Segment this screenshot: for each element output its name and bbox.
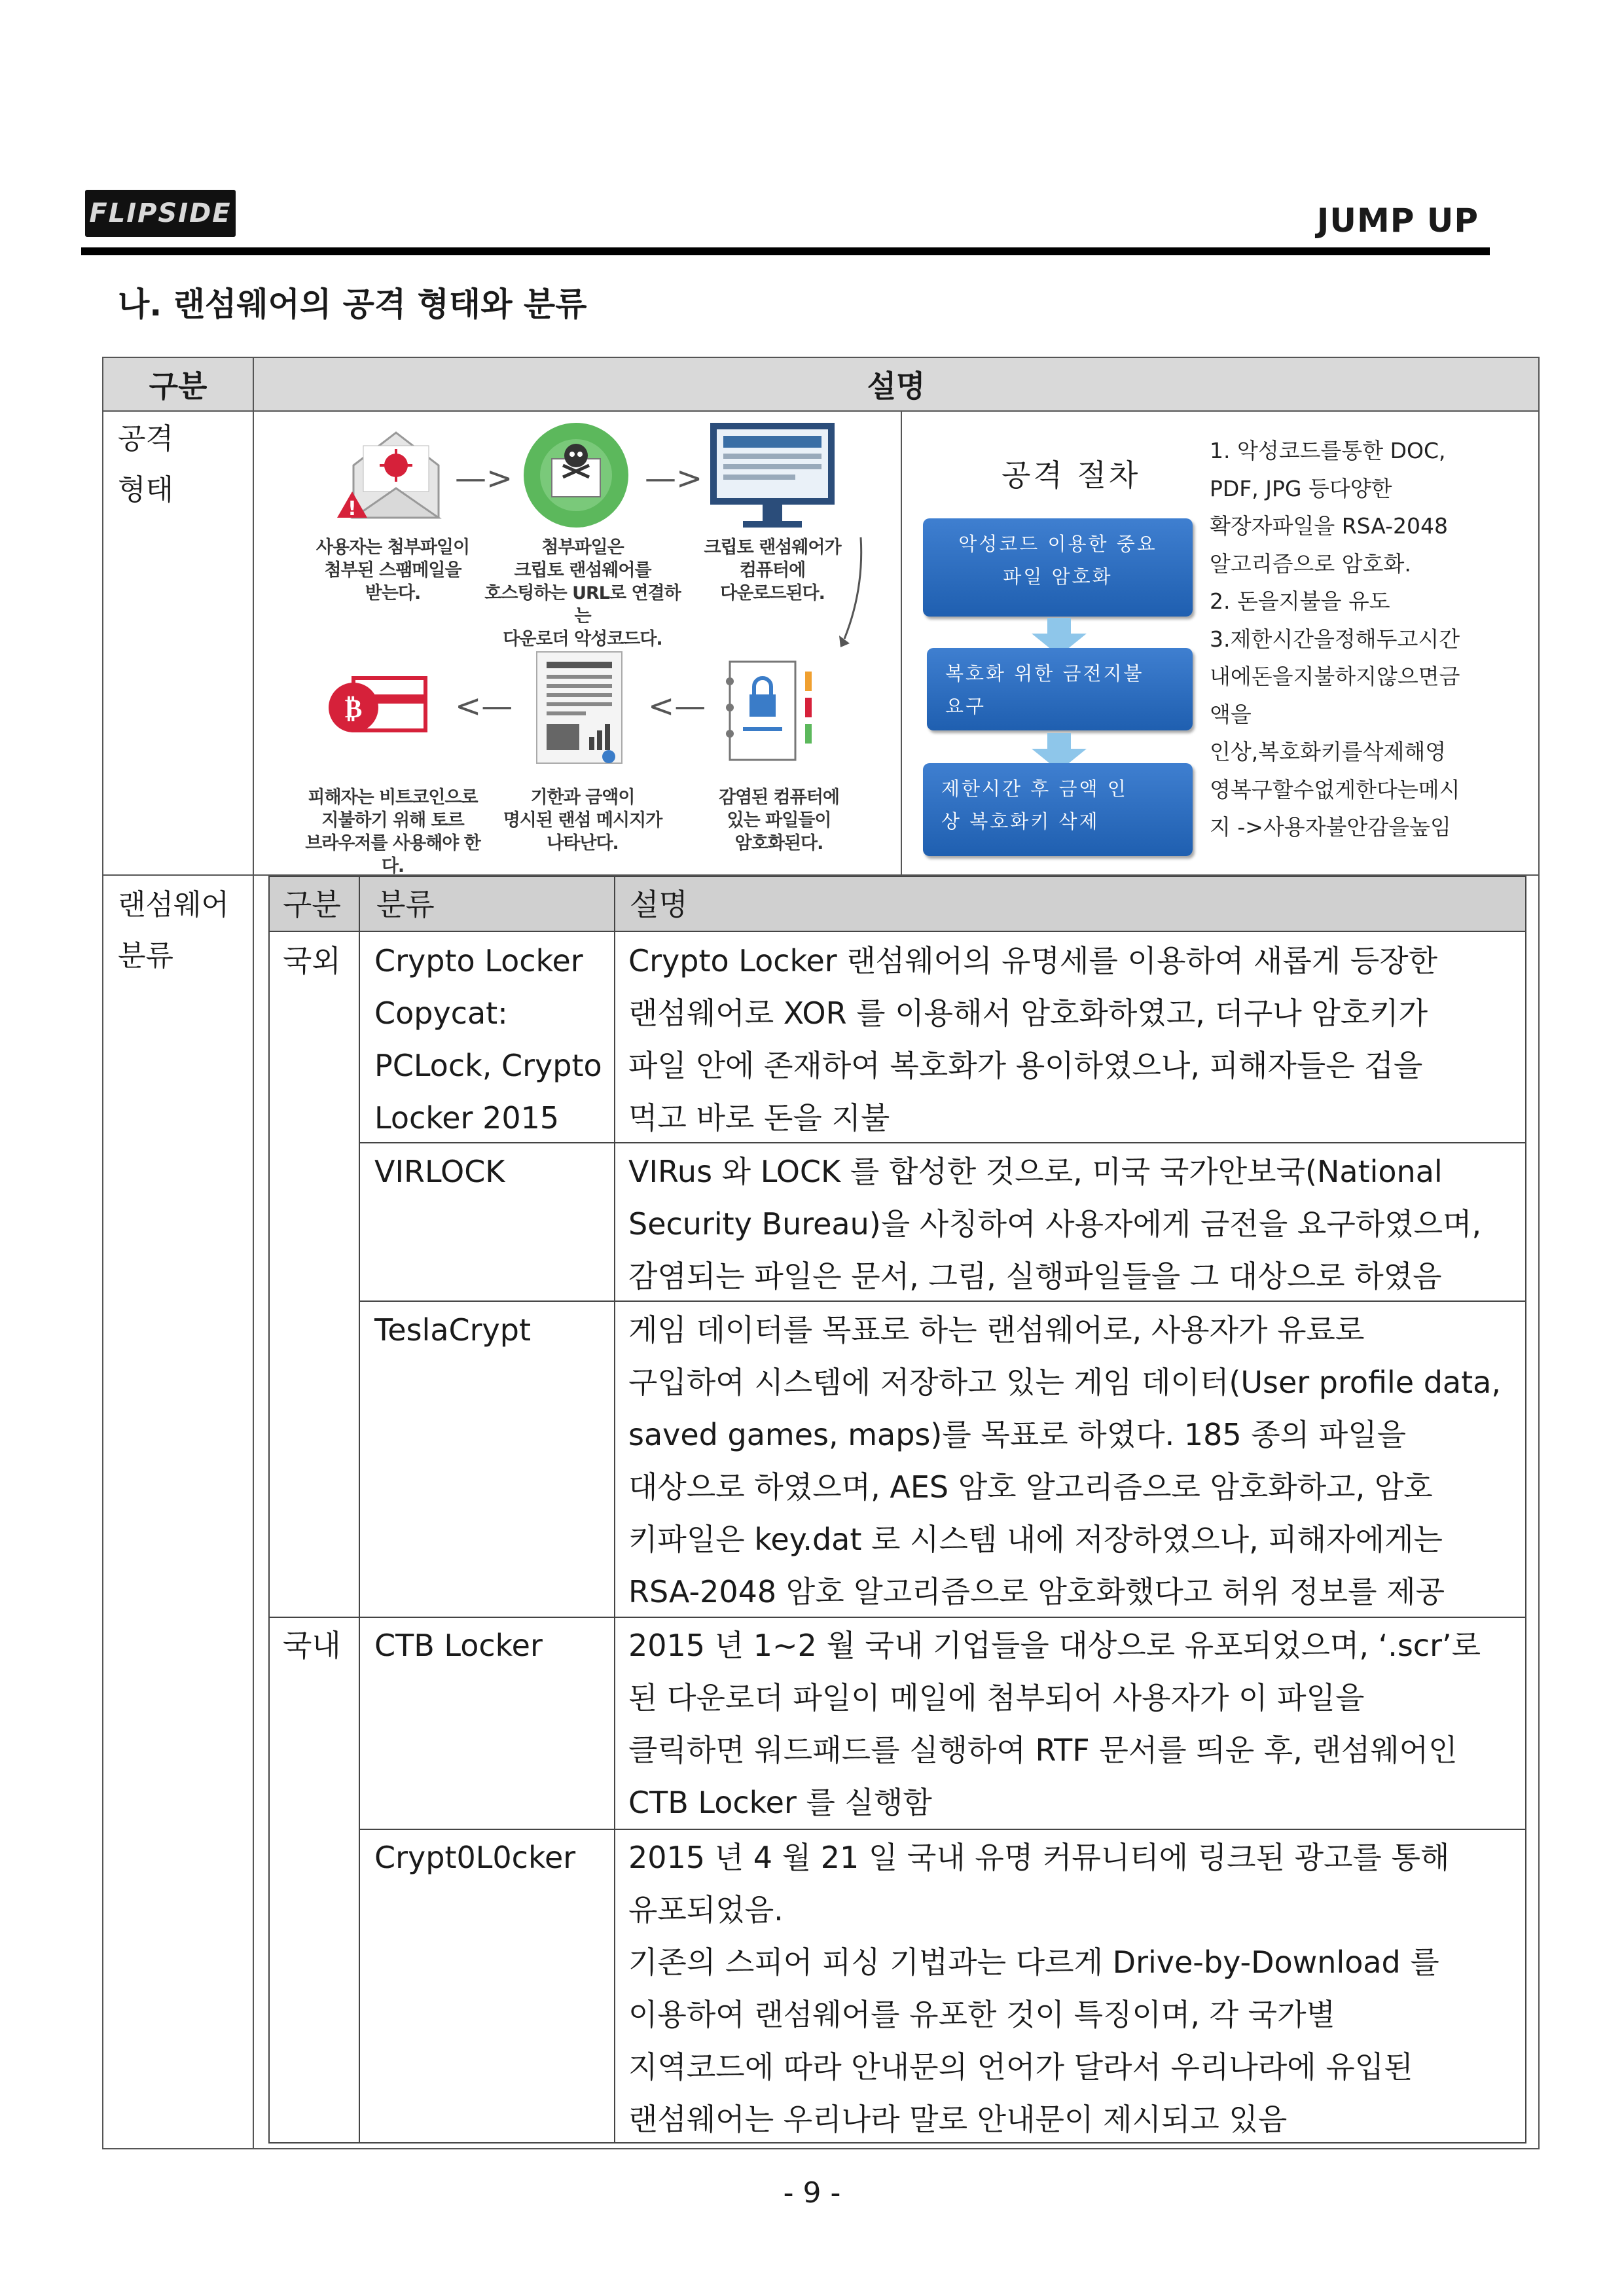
row-name-ctblocker: CTB Locker [374,1628,543,1663]
row-desc-cryptolocker-copycat: Crypto Locker 랜섬웨어의 유명세를 이용하여 새롭게 등장한 랜섬웨어로 XOR 를 이용해서 암호화하였고, 더구나 암호키가 파일 안에 존재하여 복호화가 용이하였으나, 피해자들은 겁을 먹고 바로 돈을 지불 [628,943,1438,1136]
mail-virus-icon [334,426,445,524]
class-header-name: 분류 [376,887,435,922]
connector-arrow [831,531,871,649]
main-header-category: 구분 [103,358,253,412]
page-number: - 9 - [783,2176,841,2210]
svg-text:₿: ₿ [344,694,363,724]
row-desc-virlock: VIRus 와 LOCK 를 합성한 것으로, 미국 국가안보국(National Security Bureau)을 사칭하여 사용자에게 금전을 요구하였으며, 감염되는 파일은 문서, 그림, 실행파일들을 그 대상으로 하였음 [628,1154,1482,1294]
flipside-logo: FLIPSIDE [85,190,236,237]
procedure-notes: 1. 악성코드를통한 DOC, PDF, JPG 등다양한 확장자파일을 RSA-2048 알고리즘으로 암호화. 2. 돈을지불을 유도 3.제한시간을정해두고시간 내에돈을지불하지않으면금 액을 인상,복호화키를삭제해영 영복구할수없게한다는메시 지 ->사용자불안감을높임 [1210,438,1460,840]
row-label-classification: 랜섬웨어 분류 [118,888,230,973]
main-header-description: 설명 [254,358,1538,412]
row-label-attack: 공격 형태 [118,422,174,507]
monitor-icon [707,420,838,531]
row-desc-crypt0l0cker: 2015 년 4 월 21 일 국내 유명 커뮤니티에 링크된 광고를 통해 유포되었음. 기존의 스피어 피싱 기법과는 다르게 Drive-by-Download 를 이용하여 랜섬웨어를 유포한 것이 특징이며, 각 국가별 지역코드에 따라 안내문의 언어가 달라서 우리나라에 유입된 랜섬웨어는 우리나라 말로 안내문이 제시되고 있음 [628,1840,1450,2137]
ransom-document-icon [530,649,628,766]
diagram-caption-4: 피해자는 비트코인으로 지불하기 위해 토르 브라우저를 사용해야 한다. [305,787,480,876]
procedure-step-3: 제한시간 후 금액 인 상 복호화키 삭제 [923,763,1193,856]
locked-files-icon [717,655,828,766]
globe-skull-icon [520,420,632,531]
row-divider [360,1829,1525,1830]
row-name-crypt0l0cker: Crypt0L0cker [374,1840,576,1875]
diagram-caption-1: 사용자는 첨부파일이 첨부된 스팸메일을 받는다. [316,537,470,603]
class-col-divider-1 [359,877,360,2144]
row-name-virlock: VIRLOCK [374,1154,505,1189]
header-title: JUMP UP [1316,202,1479,240]
classification-header-line [270,931,1525,932]
class-header-description: 설명 [630,887,688,922]
header-rule [81,247,1490,255]
procedure-step-1: 악성코드 이용한 중요 파일 암호화 [923,518,1193,617]
procedure-step-2: 복호화 위한 금전지불 요구 [927,648,1193,730]
attack-diagram: ! —> —> 사용자는 첨부파일이 첨부된 스팸메일을 받는다. 첨부파일은 크립토 랜섬웨어를 호스팅하는 URL로 연결하는 다운로더 악성코드다. 크립토 랜섬웨어가 컴퓨터에 다운로드된다. ₿ <— <— 피해자는 비트코인으로 지불하기 위해 토르 브라우저를 사용해야 한다. 기한과 금액이 명시된 랜섬 메시지가 나타난다. 감염된 컴퓨터에 있는 파일들이 암호화된다. [255,413,899,873]
class-header-category: 구분 [283,887,341,922]
diagram-caption-5: 기한과 금액이 명시된 랜섬 메시지가 나타난다. [503,787,662,853]
main-col-divider [253,358,254,2148]
diagram-caption-2: 첨부파일은 크립토 랜섬웨어를 호스팅하는 URL로 연결하는 다운로더 악성코드다. [484,537,681,649]
diagram-caption-3: 크립토 랜섬웨어가 컴퓨터에 다운로드된다. [704,537,841,603]
class-col-divider-2 [614,877,615,2144]
row-desc-teslacrypt: 게임 데이터를 목표로 하는 랜섬웨어로, 사용자가 유료로 구입하여 시스템에 저장하고 있는 게임 데이터(User profile data, saved games, maps)를 목표로 하였다. 185 종의 파일을 대상으로 하였으며, AES 암호 알고리즘으로 암호화하고, 암호 키파일은 key.dat 로 시스템 내에 저장하였으나, 피해자에게는 RSA-2048 암호 알고리즘으로 암호화했다고 허위 정보를 제공 [628,1312,1501,1609]
svg-text:!: ! [348,497,357,520]
row-desc-ctblocker: 2015 년 1~2 월 국내 기업들을 대상으로 유포되었으며, ‘.scr’로 된 다운로더 파일이 메일에 첨부되어 사용자가 이 파일을 클릭하면 워드패드를 실행하여 RTF 문서를 띄운 후, 랜섬웨어인 CTB Locker 를 실행함 [628,1628,1481,1820]
row-name-cryptolocker-copycat: Crypto Locker Copycat: PCLock, Crypto Locker 2015 [374,943,602,1136]
procedure-title: 공격 절차 [1001,457,1141,493]
diagram-caption-6: 감염된 컴퓨터에 있는 파일들이 암호화된다. [719,787,839,853]
diagram-divider [901,412,902,874]
classification-header-bg [270,877,1525,931]
group-label-domestic: 국내 [283,1628,341,1663]
group-label-overseas: 국외 [283,943,341,978]
section-title: 나. 랜섬웨어의 공격 형태와 분류 [118,285,587,323]
bitcoin-card-icon [327,672,432,744]
row-name-teslacrypt: TeslaCrypt [374,1312,532,1348]
